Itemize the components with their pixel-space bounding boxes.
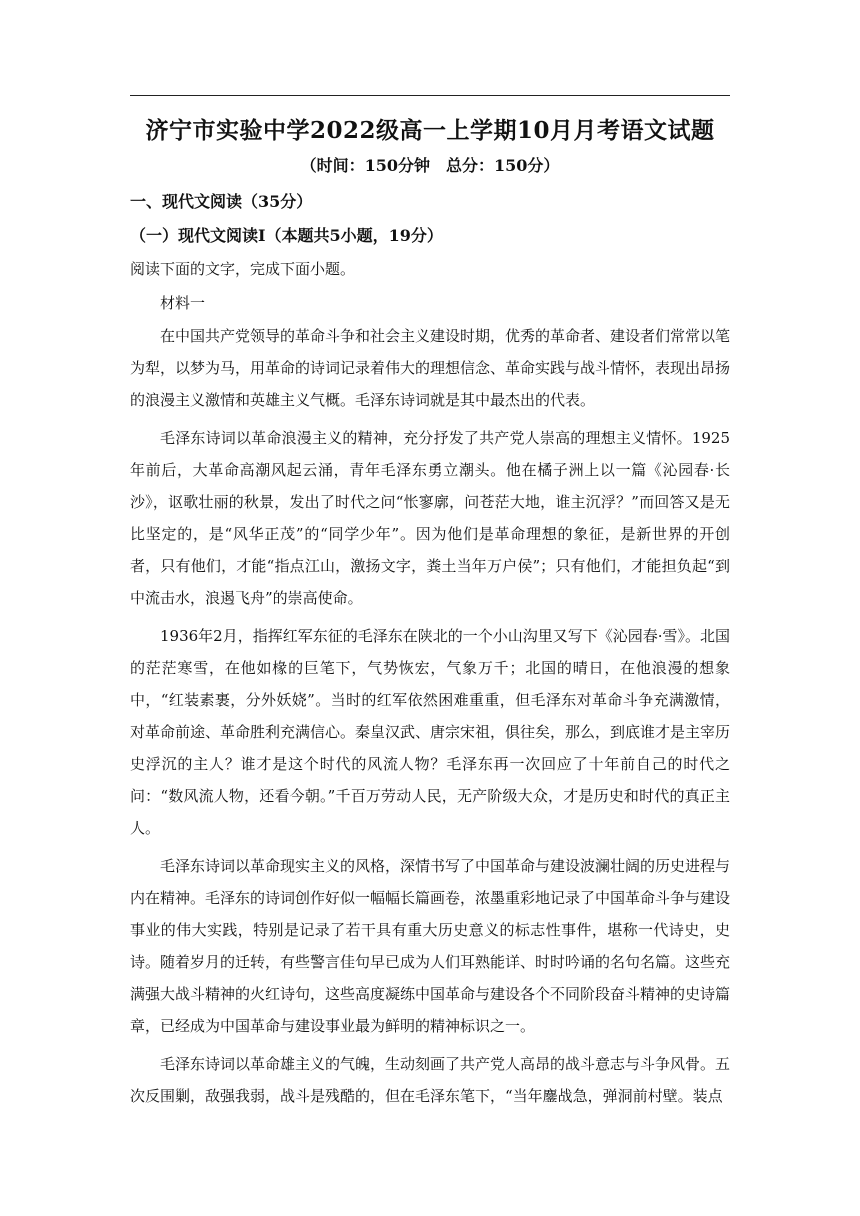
header-rule <box>130 95 730 96</box>
exam-subtitle: （时间：150分钟 总分：150分） <box>300 156 560 175</box>
paragraph: 毛泽东诗词以革命浪漫主义的精神，充分抒发了共产党人崇高的理想主义情怀。1925年前后，大革命高潮风起云涌，青年毛泽东勇立潮头。他在橘子洲上以一篇《沁园春·长沙》，讴歌壮丽的秋景，发出了时代之问“怅寥廓，问苍茫大地，谁主沉浮？”而回答又是无比坚定的，是“风华正茂”的“同学少年”。因为他们是革命理想的象征，是新世界的开创者，只有他们，才能“指点江山，激扬文字，粪土当年万户侯”；只有他们，才能担负起“到中流击水，浪遏飞舟”的崇高使命。 <box>130 429 730 607</box>
material-label: 材料一 <box>160 294 206 312</box>
paragraph: 毛泽东诗词以革命现实主义的风格，深情书写了中国革命与建设波澜壮阔的历史进程与内在精神。毛泽东的诗词创作好似一幅幅长篇画卷，浓墨重彩地记录了中国革命斗争与建设事业的伟大实践，特别是记录了若干具有重大历史意义的标志性事件，堪称一代诗史，史诗。随着岁月的迁转，有些警言佳句早已成为人们耳熟能详、时时吟诵的名句名篇。这些充满强大战斗精神的火红诗句，这些高度凝练中国革命与建设各个不同阶段奋斗精神的史诗篇章，已经成为中国革命与建设事业最为鲜明的精神标识之一。 <box>130 857 731 1035</box>
paragraph: 毛泽东诗词以革命雄主义的气魄，生动刻画了共产党人高昂的战斗意志与斗争风骨。五次反围剿，敌强我弱，战斗是残酷的，但在毛泽东笔下，“当年鏖战急，弹洞前村壁。装点 <box>130 1055 731 1105</box>
material-body <box>130 320 730 1118</box>
paragraph: 在中国共产党领导的革命斗争和社会主义建设时期，优秀的革命者、建设者们常常以笔为犁，以梦为马，用革命的诗词记录着伟大的理想信念、革命实践与战斗情怀，表现出昂扬的浪漫主义激情和英雄主义气概。毛泽东诗词就是其中最杰出的代表。 <box>130 327 731 409</box>
paragraph: 1936年2月，指挥红军东征的毛泽东在陕北的一个小山沟里又写下《沁园春·雪》。北国的茫茫寒雪，在他如椽的巨笔下，气势恢宏，气象万千；北国的晴日，在他浪漫的想象中，“红装素裹，分外妖娆”。当时的红军依然困难重重，但毛泽东对革命斗争充满激情，对革命前途、革命胜利充满信心。秦皇汉武、唐宗宋祖，俱往矣，那么，到底谁才是主宰历史浮沉的主人？谁才是这个时代的风流人物？毛泽东再一次回应了十年前自己的时代之问：“数风流人物，还看今朝。”千百万劳动人民，无产阶级大众，才是历史和时代的真正主人。 <box>130 627 731 837</box>
reading-instruction: 阅读下面的文字，完成下面小题。 <box>130 260 356 278</box>
section-heading: 一、现代文阅读（35分） <box>130 192 313 211</box>
exam-title: 济宁市实验中学2022级高一上学期10月月考语文试题 <box>145 117 715 144</box>
subsection-heading: （一）现代文阅读Ⅰ（本题共5小题，19分） <box>130 226 443 245</box>
